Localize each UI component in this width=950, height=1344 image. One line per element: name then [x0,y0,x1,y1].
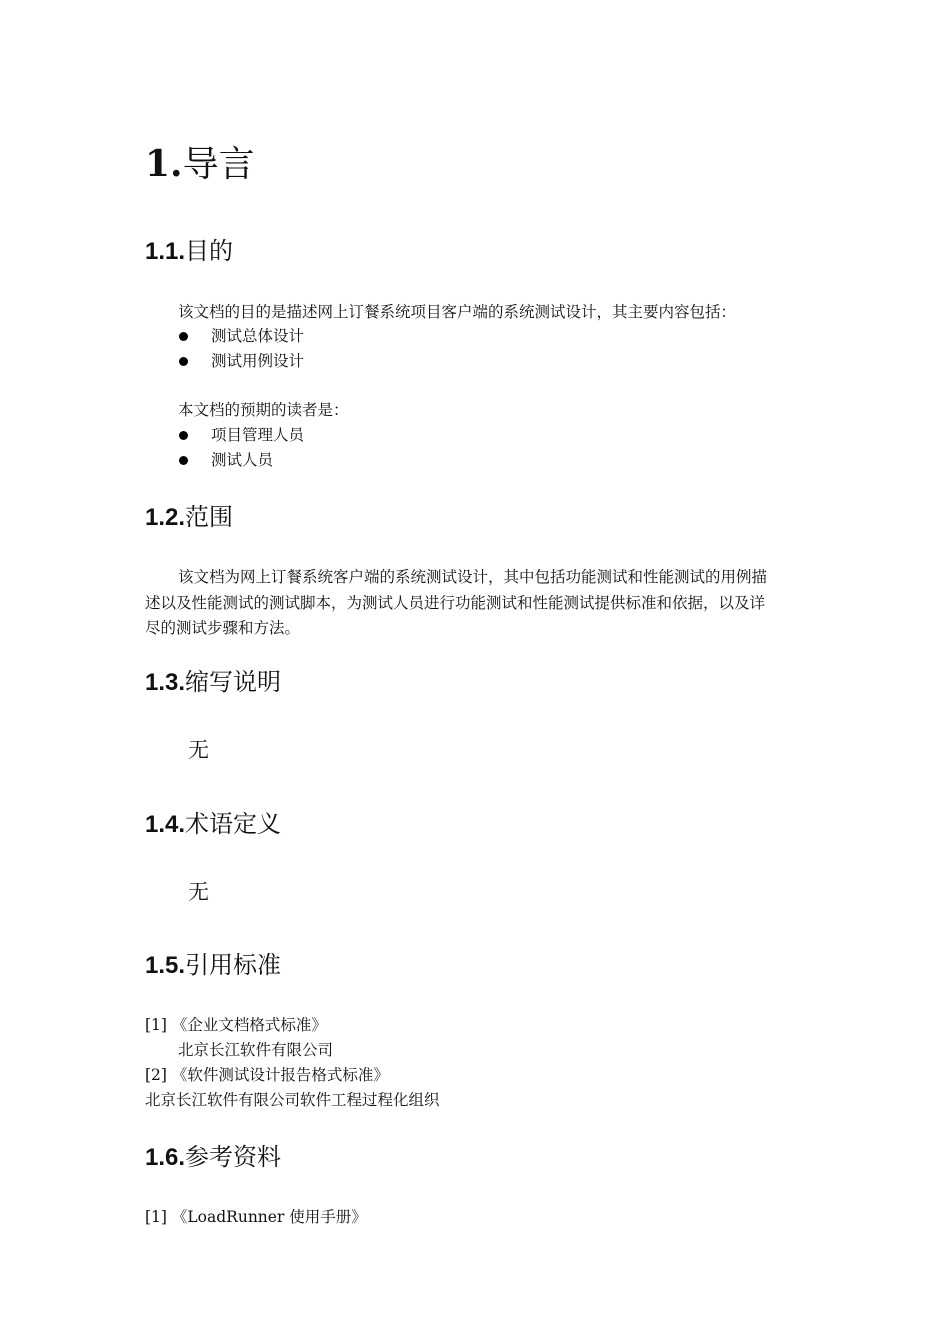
section-number: 1.5. [145,952,186,979]
section-number: 1.6. [145,1144,186,1171]
reference-2-org: 北京长江软件有限公司软件工程过程化组织 [145,1091,440,1109]
chapter-title-text: 导言 [182,144,255,185]
chapter-number: 1. [145,143,183,185]
section-heading-1-5 [145,945,281,980]
section-heading-1-4 [145,804,281,839]
section-title: 参考资料 [185,1143,282,1171]
section-title: 引用标准 [185,951,282,979]
terms-body: 无 [188,880,209,904]
reference-2: [2] 《软件测试设计报告格式标准》 [145,1066,389,1084]
section-title: 缩写说明 [185,668,282,696]
scope-line-1: 该文档为网上订餐系统客户端的系统测试设计，其中包括功能测试和性能测试的用例描 [178,568,768,586]
abbreviations-body: 无 [188,738,209,762]
section-number: 1.1. [145,238,186,265]
list-item: 测试用例设计 [211,349,304,374]
readers-intro: 本文档的预期的读者是： [178,401,349,419]
section-number: 1.3. [145,669,186,696]
section-heading-1-6 [145,1137,281,1172]
section-heading-1-2 [145,497,233,532]
reference-material-1: [1] 《LoadRunner 使用手册》 [145,1208,367,1226]
list-item: 测试人员 [211,448,273,473]
purpose-intro: 该文档的目的是描述网上订餐系统项目客户端的系统测试设计，其主要内容包括： [178,303,737,321]
section-title: 目的 [185,237,234,265]
list-item: 项目管理人员 [211,423,304,448]
section-heading-1-3 [145,662,281,697]
list-item: 测试总体设计 [211,324,304,349]
section-title: 术语定义 [185,810,282,838]
section-number: 1.2. [145,504,186,531]
scope-line-3: 尽的测试步骤和方法。 [145,619,301,637]
section-title: 范围 [185,503,234,531]
reference-1-org: 北京长江软件有限公司 [178,1041,334,1059]
scope-line-2: 述以及性能测试的测试脚本，为测试人员进行功能测试和性能测试提供标准和依据，以及详 [145,594,766,612]
section-number: 1.4. [145,811,186,838]
section-heading-1-1 [145,231,233,266]
reference-1: [1] 《企业文档格式标准》 [145,1016,327,1034]
chapter-title [145,136,255,187]
